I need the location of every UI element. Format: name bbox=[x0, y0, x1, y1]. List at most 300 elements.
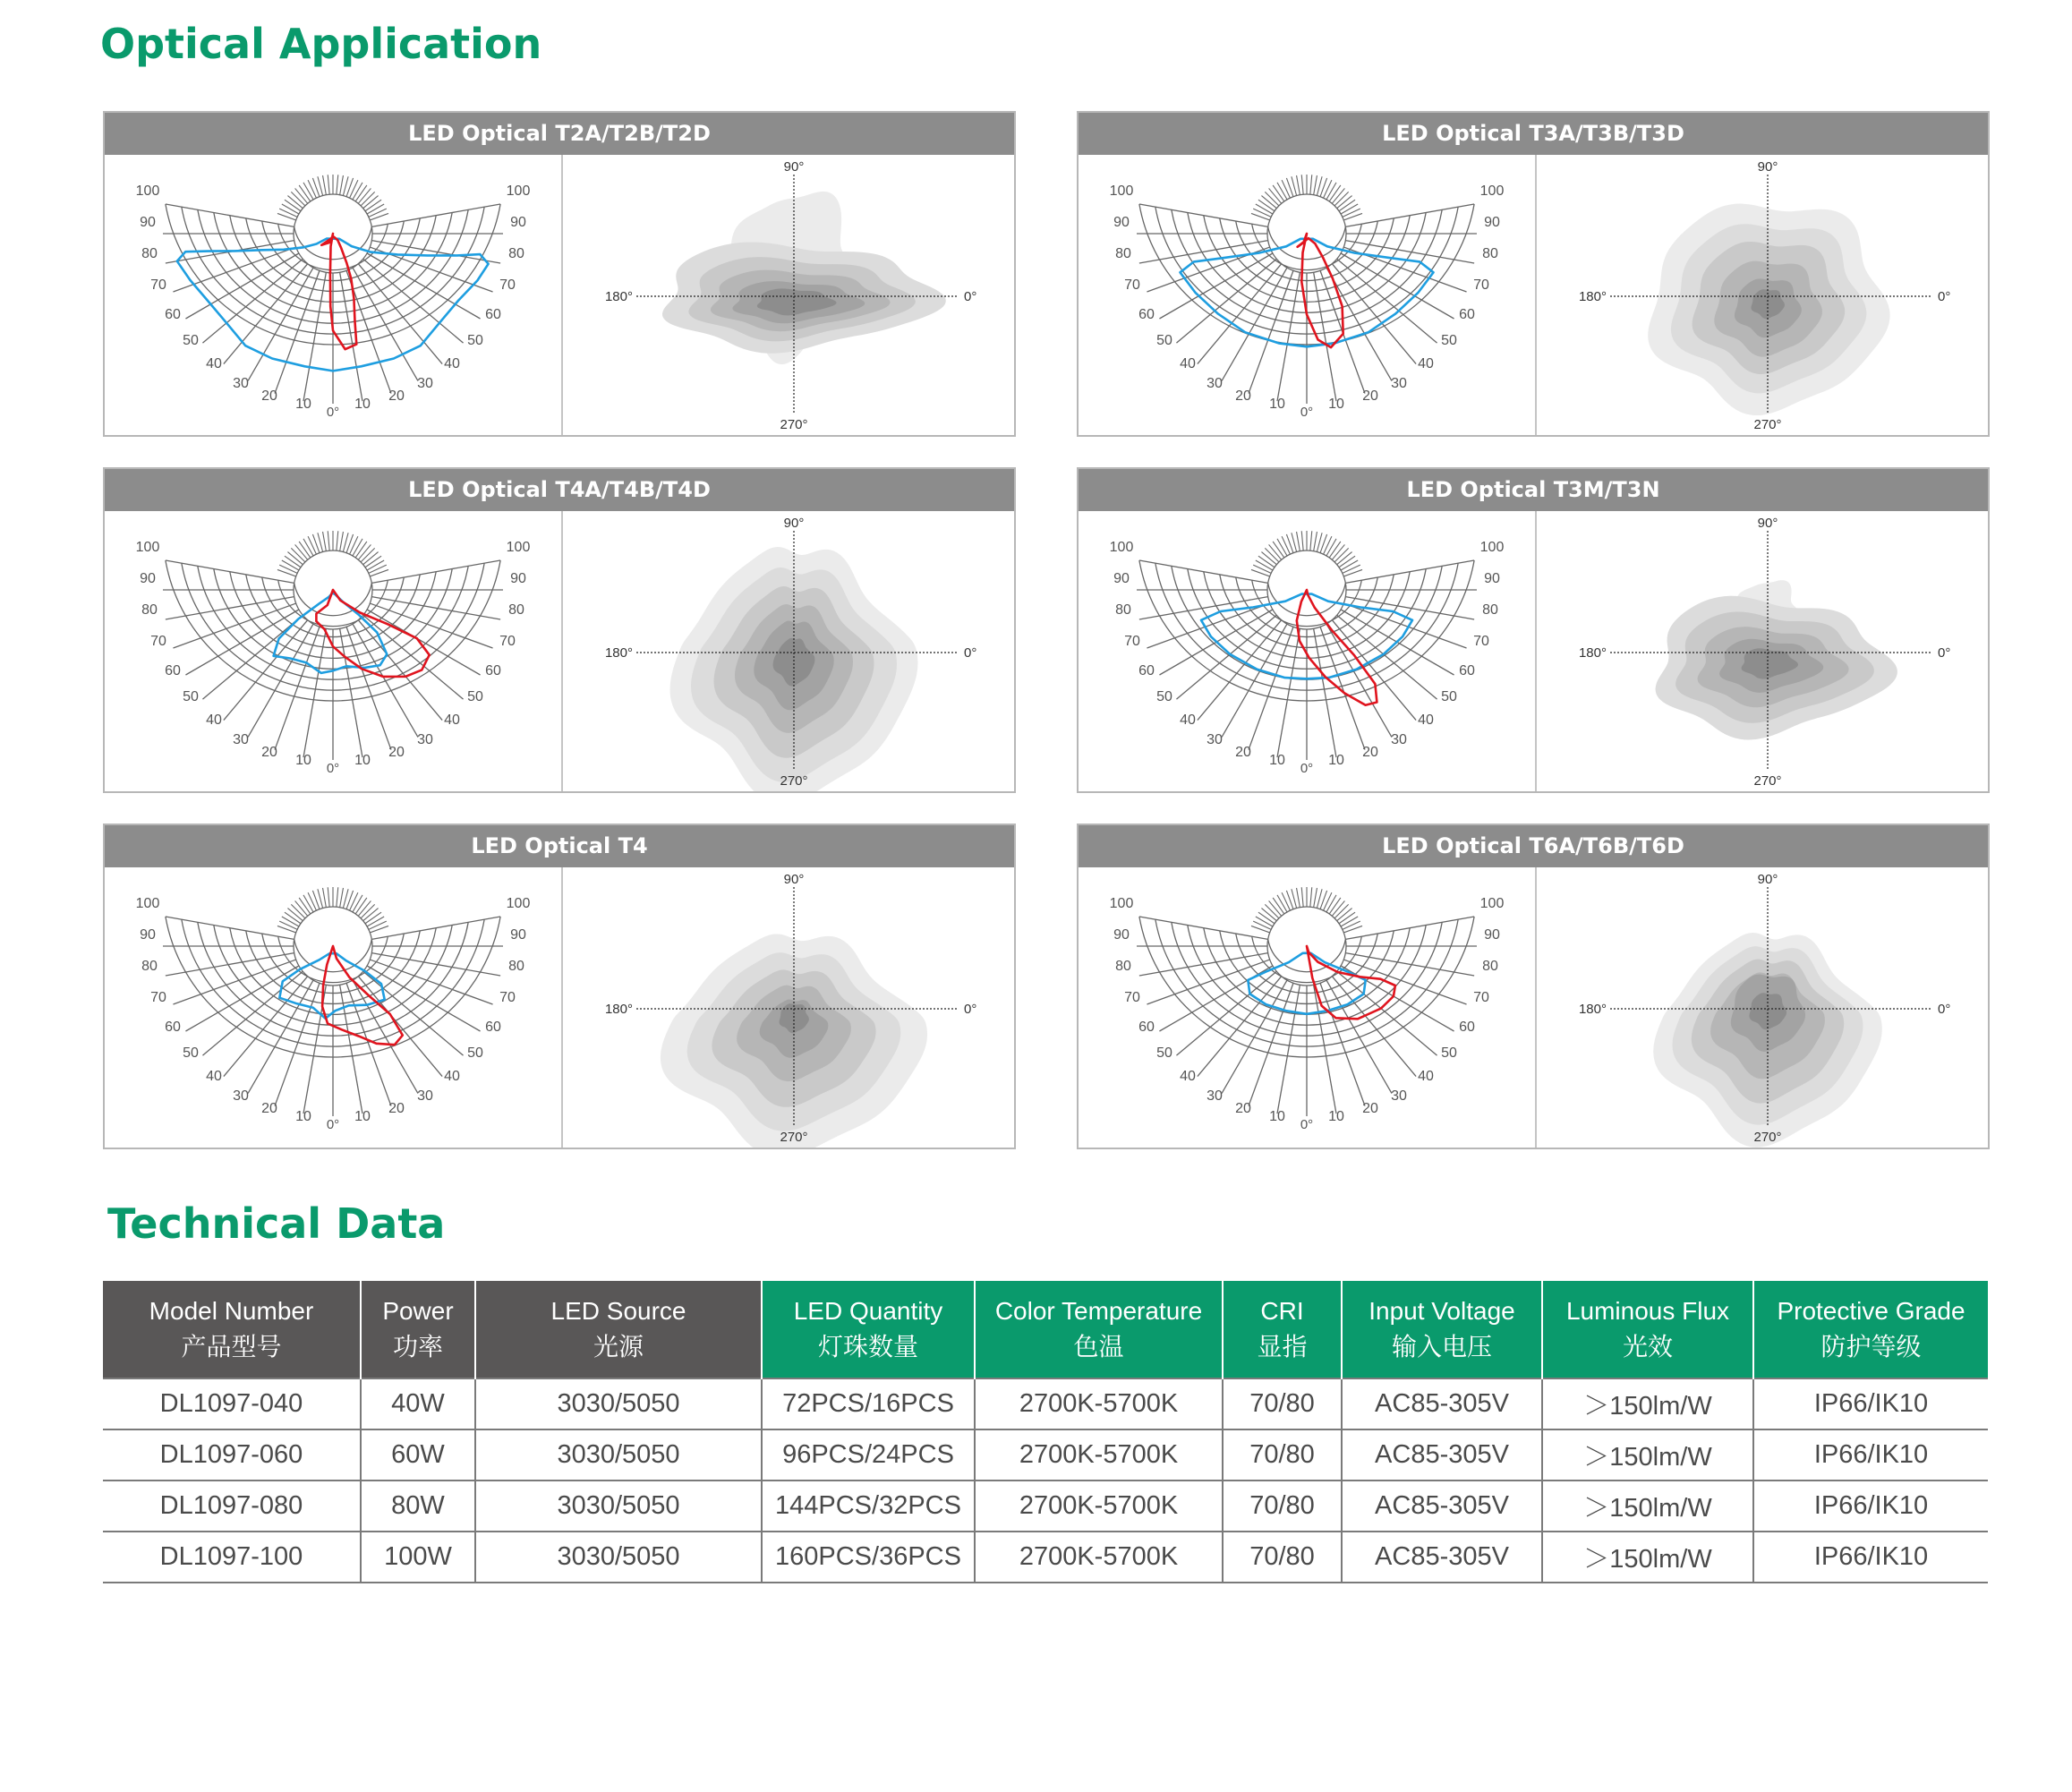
polar-spoke bbox=[303, 628, 326, 757]
polar-axis-label: 20 bbox=[1362, 745, 1378, 760]
column-header bbox=[1342, 1281, 1542, 1378]
polar-spoke bbox=[371, 560, 500, 583]
polar-axis-label: 60 bbox=[1459, 307, 1475, 322]
polar-axis-label: 40 bbox=[1418, 1069, 1434, 1084]
polar-axis-label: 70 bbox=[499, 990, 516, 1005]
polar-diagram bbox=[1079, 155, 1535, 435]
polar-tick bbox=[1326, 539, 1336, 556]
polar-spoke bbox=[1176, 615, 1276, 699]
polar-ring bbox=[1236, 934, 1378, 994]
polar-tick bbox=[285, 200, 301, 211]
polar-tick bbox=[1310, 175, 1312, 194]
iso-label-270: 270° bbox=[1753, 1130, 1782, 1145]
iso-label-90: 90° bbox=[783, 872, 805, 887]
iso-label-0: 0° bbox=[964, 645, 977, 661]
optical-panel-title: LED Optical T4 bbox=[105, 825, 1014, 867]
column-header bbox=[361, 1281, 475, 1378]
polar-ring bbox=[294, 226, 372, 259]
polar-diagram bbox=[105, 867, 561, 1148]
polar-tick bbox=[1339, 556, 1355, 567]
optical-application-title: Optical Application bbox=[100, 20, 542, 68]
optical-panel bbox=[1077, 467, 1990, 793]
isolux-diagram bbox=[563, 155, 1014, 435]
polar-tick bbox=[1253, 565, 1271, 573]
table-cell: DL1097-060 bbox=[103, 1429, 361, 1481]
polar-tick bbox=[299, 898, 311, 914]
polar-spoke bbox=[1176, 971, 1276, 1055]
polar-tick bbox=[303, 895, 313, 912]
table-cell: 60W bbox=[361, 1429, 475, 1481]
table-cell: DL1097-080 bbox=[103, 1481, 361, 1532]
polar-tick bbox=[1301, 887, 1303, 907]
column-header-en: Power bbox=[382, 1297, 454, 1325]
polar-tick bbox=[1326, 895, 1336, 912]
polar-axis-label: 30 bbox=[233, 376, 249, 391]
polar-tick bbox=[369, 921, 387, 929]
column-header-en: CRI bbox=[1260, 1297, 1304, 1325]
polar-spoke bbox=[371, 204, 500, 226]
polar-axis-label: 10 bbox=[295, 397, 311, 412]
polar-axis-label: 90 bbox=[1484, 215, 1500, 230]
polar-tick bbox=[1282, 536, 1290, 554]
polar-spoke bbox=[1341, 253, 1454, 319]
polar-axis-label: 80 bbox=[141, 959, 158, 974]
polar-tick bbox=[1343, 209, 1360, 217]
polar-tick bbox=[279, 209, 297, 217]
polar-spoke bbox=[1139, 204, 1268, 226]
polar-tick bbox=[1343, 213, 1362, 220]
polar-axis-label: 50 bbox=[467, 333, 483, 348]
table-cell: 2700K-5700K bbox=[975, 1378, 1223, 1429]
polar-tick bbox=[323, 532, 327, 551]
polar-tick bbox=[370, 926, 388, 933]
polar-tick bbox=[353, 539, 362, 556]
polar-tick bbox=[1269, 900, 1282, 916]
polar-spoke bbox=[248, 624, 313, 737]
polar-tick bbox=[291, 192, 305, 206]
polar-tick bbox=[308, 180, 316, 198]
polar-tick bbox=[291, 548, 305, 562]
polar-ring bbox=[1236, 221, 1378, 281]
polar-axis-label: 70 bbox=[499, 634, 516, 649]
polar-tick bbox=[299, 542, 311, 558]
polar-tick bbox=[350, 892, 358, 910]
polar-axis-label: 40 bbox=[206, 713, 222, 728]
polar-axis-label: 100 bbox=[135, 540, 160, 555]
polar-axis-label: 20 bbox=[1362, 1101, 1378, 1116]
polar-axis-label: 60 bbox=[1138, 663, 1155, 678]
polar-axis-label: 100 bbox=[1109, 896, 1134, 911]
polar-axis-label: 20 bbox=[1235, 388, 1251, 404]
polar-tick bbox=[365, 556, 381, 567]
polar-tick bbox=[1253, 921, 1271, 929]
polar-axis-label: 50 bbox=[1156, 333, 1172, 348]
iso-label-0: 0° bbox=[964, 1002, 977, 1017]
table-cell: DL1097-040 bbox=[103, 1378, 361, 1429]
column-header-cn: 产品型号 bbox=[181, 1333, 282, 1361]
technical-data-table bbox=[103, 1281, 1988, 1583]
polar-tick bbox=[1258, 556, 1275, 567]
polar-tick bbox=[1297, 532, 1300, 551]
column-header-cn: 灯珠数量 bbox=[817, 1333, 918, 1361]
polar-spoke bbox=[185, 610, 298, 675]
isolux-diagram bbox=[563, 511, 1014, 791]
polar-tick bbox=[358, 900, 371, 916]
iso-label-0: 0° bbox=[964, 289, 977, 304]
polar-spoke bbox=[1314, 985, 1336, 1114]
polar-spoke bbox=[1345, 560, 1474, 583]
polar-spoke bbox=[185, 253, 298, 319]
table-cell: 70/80 bbox=[1223, 1532, 1342, 1583]
polar-axis-label: 80 bbox=[508, 959, 524, 974]
polar-zero-label: 0° bbox=[1300, 1117, 1314, 1132]
polar-axis-label: 90 bbox=[140, 571, 156, 586]
polar-spoke bbox=[1277, 272, 1300, 401]
polar-axis-label: 40 bbox=[206, 1069, 222, 1084]
polar-ring bbox=[1268, 226, 1346, 259]
polar-axis-label: 50 bbox=[183, 333, 199, 348]
polar-axis-label: 80 bbox=[1482, 602, 1498, 618]
polar-axis-label: 100 bbox=[1479, 183, 1505, 199]
table-cell: AC85-305V bbox=[1342, 1532, 1542, 1583]
polar-spoke bbox=[1159, 253, 1272, 319]
polar-spoke bbox=[1337, 615, 1437, 699]
polar-spoke bbox=[1345, 204, 1474, 226]
polar-zero-label: 0° bbox=[326, 761, 340, 776]
iso-label-180: 180° bbox=[1578, 289, 1607, 304]
table-cell: 96PCS/24PCS bbox=[762, 1429, 975, 1481]
polar-spoke bbox=[202, 971, 303, 1055]
polar-axis-label: 10 bbox=[1269, 397, 1285, 412]
column-header-cn: 色温 bbox=[1073, 1333, 1124, 1361]
column-header bbox=[1753, 1281, 1988, 1378]
polar-axis-label: 50 bbox=[467, 689, 483, 704]
iso-label-180: 180° bbox=[604, 1002, 633, 1017]
column-header bbox=[975, 1281, 1223, 1378]
column-header-en: LED Quantity bbox=[793, 1297, 943, 1325]
polar-spoke bbox=[1337, 971, 1437, 1055]
table-cell: AC85-305V bbox=[1342, 1429, 1542, 1481]
table-cell: 80W bbox=[361, 1481, 475, 1532]
polar-spoke bbox=[353, 624, 418, 737]
polar-axis-label: 40 bbox=[444, 356, 460, 371]
polar-axis-label: 60 bbox=[165, 1020, 181, 1035]
table-cell: ＞150lm/W bbox=[1542, 1532, 1753, 1583]
polar-tick bbox=[361, 548, 375, 562]
polar-zero-label: 0° bbox=[1300, 761, 1314, 776]
polar-tick bbox=[282, 204, 299, 214]
polar-axis-label: 70 bbox=[1473, 990, 1489, 1005]
polar-tick bbox=[279, 921, 297, 929]
polar-axis-label: 60 bbox=[1138, 1020, 1155, 1035]
polar-axis-label: 50 bbox=[467, 1045, 483, 1061]
polar-axis-label: 100 bbox=[506, 540, 531, 555]
polar-tick bbox=[1258, 912, 1275, 924]
polar-tick bbox=[1251, 569, 1270, 576]
polar-spoke bbox=[371, 917, 500, 939]
polar-spoke bbox=[340, 628, 362, 757]
iso-label-180: 180° bbox=[1578, 645, 1607, 661]
polar-tick bbox=[1326, 183, 1336, 200]
polar-zero-label: 0° bbox=[1300, 405, 1314, 420]
polar-spoke bbox=[1277, 628, 1300, 757]
polar-tick bbox=[1339, 200, 1355, 211]
polar-axis-label: 50 bbox=[1156, 689, 1172, 704]
polar-axis-label: 20 bbox=[261, 1101, 277, 1116]
optical-panel bbox=[1077, 111, 1990, 437]
polar-tick bbox=[365, 912, 381, 924]
polar-axis-label: 20 bbox=[1362, 388, 1378, 404]
polar-tick bbox=[1341, 560, 1358, 570]
polar-tick bbox=[1301, 531, 1303, 550]
polar-tick bbox=[370, 213, 388, 220]
table-cell: ＞150lm/W bbox=[1542, 1429, 1753, 1481]
polar-tick bbox=[308, 536, 316, 554]
polar-axis-label: 30 bbox=[233, 1088, 249, 1104]
polar-axis-label: 90 bbox=[140, 927, 156, 943]
polar-axis-label: 60 bbox=[485, 307, 501, 322]
polar-axis-label: 30 bbox=[1391, 1088, 1407, 1104]
polar-tick bbox=[285, 912, 301, 924]
table-cell: AC85-305V bbox=[1342, 1378, 1542, 1429]
polar-axis-label: 30 bbox=[1207, 732, 1223, 747]
polar-axis-label: 90 bbox=[1113, 215, 1130, 230]
iso-label-270: 270° bbox=[1753, 417, 1782, 432]
polar-axis-label: 30 bbox=[417, 1088, 433, 1104]
polar-axis-label: 10 bbox=[1328, 397, 1344, 412]
polar-axis-label: 90 bbox=[1113, 571, 1130, 586]
polar-axis-label: 80 bbox=[1115, 602, 1131, 618]
table-row bbox=[103, 1378, 1988, 1429]
table-cell: 70/80 bbox=[1223, 1481, 1342, 1532]
polar-spoke bbox=[363, 259, 464, 343]
polar-tick bbox=[308, 892, 316, 910]
iso-label-270: 270° bbox=[780, 417, 808, 432]
optical-panel-title: LED Optical T6A/T6B/T6D bbox=[1079, 825, 1988, 867]
polar-tick bbox=[350, 180, 358, 198]
polar-tick bbox=[1256, 917, 1273, 926]
polar-spoke bbox=[202, 259, 303, 343]
polar-tick bbox=[1277, 539, 1287, 556]
table-cell: 2700K-5700K bbox=[975, 1481, 1223, 1532]
polar-tick bbox=[363, 552, 379, 565]
polar-axis-label: 70 bbox=[1124, 277, 1140, 293]
polar-spoke bbox=[1139, 917, 1268, 939]
polar-tick bbox=[299, 185, 311, 201]
polar-tick bbox=[1265, 548, 1279, 562]
polar-tick bbox=[370, 569, 388, 576]
polar-axis-label: 10 bbox=[354, 753, 371, 768]
polar-axis-label: 100 bbox=[135, 896, 160, 911]
column-header bbox=[1542, 1281, 1753, 1378]
polar-spoke bbox=[1326, 624, 1392, 737]
polar-axis-label: 60 bbox=[165, 663, 181, 678]
polar-tick bbox=[1269, 544, 1282, 559]
polar-axis-label: 100 bbox=[135, 183, 160, 199]
iso-label-180: 180° bbox=[604, 645, 633, 661]
table-cell: 72PCS/16PCS bbox=[762, 1378, 975, 1429]
optical-panel bbox=[103, 467, 1016, 793]
polar-tick bbox=[1277, 183, 1287, 200]
column-header-en: LED Source bbox=[550, 1297, 686, 1325]
polar-axis-label: 90 bbox=[510, 571, 526, 586]
polar-tick bbox=[1253, 209, 1271, 217]
polar-axis-label: 20 bbox=[388, 388, 405, 404]
polar-axis-label: 20 bbox=[388, 745, 405, 760]
polar-axis-label: 10 bbox=[295, 1109, 311, 1124]
polar-tick bbox=[367, 204, 384, 214]
polar-tick bbox=[365, 200, 381, 211]
table-cell: 100W bbox=[361, 1532, 475, 1583]
polar-tick bbox=[287, 196, 303, 209]
polar-tick bbox=[303, 183, 313, 200]
polar-tick bbox=[1297, 175, 1300, 195]
polar-axis-label: 10 bbox=[1328, 1109, 1344, 1124]
polar-axis-label: 80 bbox=[508, 246, 524, 261]
polar-axis-label: 90 bbox=[1113, 927, 1130, 943]
polar-tick bbox=[1256, 560, 1273, 570]
polar-tick bbox=[1337, 196, 1352, 209]
polar-tick bbox=[369, 565, 387, 573]
polar-ring bbox=[294, 583, 372, 615]
polar-ring bbox=[262, 221, 405, 281]
polar-axis-label: 10 bbox=[1269, 753, 1285, 768]
column-header-cn: 功率 bbox=[392, 1333, 443, 1361]
column-header-en: Color Temperature bbox=[994, 1297, 1203, 1325]
table-cell: 144PCS/32PCS bbox=[762, 1481, 975, 1532]
polar-tick bbox=[1297, 888, 1300, 908]
polar-tick bbox=[295, 188, 308, 203]
iso-label-90: 90° bbox=[1757, 516, 1778, 531]
polar-diagram bbox=[105, 155, 561, 435]
c90-curve bbox=[322, 946, 403, 1045]
polar-axis-label: 40 bbox=[1180, 713, 1196, 728]
polar-tick bbox=[1269, 188, 1282, 203]
polar-tick bbox=[1337, 552, 1352, 565]
iso-label-270: 270° bbox=[780, 773, 808, 789]
polar-axis-label: 70 bbox=[1473, 634, 1489, 649]
polar-axis-label: 40 bbox=[444, 1069, 460, 1084]
polar-spoke bbox=[363, 615, 464, 699]
polar-axis-label: 90 bbox=[510, 927, 526, 943]
polar-axis-label: 80 bbox=[508, 602, 524, 618]
polar-tick bbox=[277, 569, 296, 576]
polar-zero-label: 0° bbox=[326, 405, 340, 420]
polar-spoke bbox=[166, 917, 294, 939]
optical-panel bbox=[103, 111, 1016, 437]
iso-label-180: 180° bbox=[1578, 1002, 1607, 1017]
polar-tick bbox=[361, 192, 375, 206]
polar-tick bbox=[1314, 532, 1317, 551]
polar-tick bbox=[291, 904, 305, 918]
polar-axis-label: 60 bbox=[165, 307, 181, 322]
iso-label-0: 0° bbox=[1938, 1002, 1951, 1017]
polar-axis-label: 40 bbox=[1418, 713, 1434, 728]
polar-tick bbox=[1258, 200, 1275, 211]
isolux-diagram bbox=[1537, 867, 1988, 1148]
optical-panel-title: LED Optical T2A/T2B/T2D bbox=[105, 113, 1014, 155]
polar-tick bbox=[1337, 909, 1352, 921]
polar-axis-label: 20 bbox=[1235, 1101, 1251, 1116]
polar-spoke bbox=[166, 560, 294, 583]
polar-axis-label: 20 bbox=[1235, 745, 1251, 760]
polar-tick bbox=[355, 542, 367, 558]
table-row bbox=[103, 1429, 1988, 1481]
polar-axis-label: 80 bbox=[1482, 246, 1498, 261]
polar-spoke bbox=[166, 204, 294, 226]
polar-tick bbox=[369, 209, 387, 217]
column-header-cn: 防护等级 bbox=[1820, 1333, 1922, 1361]
table-cell: 70/80 bbox=[1223, 1378, 1342, 1429]
technical-data-title: Technical Data bbox=[107, 1199, 446, 1248]
optical-panel bbox=[103, 823, 1016, 1149]
polar-axis-label: 100 bbox=[1109, 540, 1134, 555]
polar-axis-label: 30 bbox=[233, 732, 249, 747]
polar-axis-label: 70 bbox=[150, 634, 166, 649]
table-cell: ＞150lm/W bbox=[1542, 1481, 1753, 1532]
table-row bbox=[103, 1532, 1988, 1583]
polar-ring bbox=[1268, 583, 1346, 615]
table-row bbox=[103, 1481, 1988, 1532]
polar-axis-label: 80 bbox=[141, 602, 158, 618]
polar-ring bbox=[262, 577, 405, 637]
polar-tick bbox=[1251, 213, 1270, 220]
optical-panel-title: LED Optical T3A/T3B/T3D bbox=[1079, 113, 1988, 155]
polar-axis-label: 100 bbox=[506, 896, 531, 911]
table-cell: ＞150lm/W bbox=[1542, 1378, 1753, 1429]
polar-axis-label: 10 bbox=[354, 1109, 371, 1124]
polar-tick bbox=[1256, 204, 1273, 214]
polar-tick bbox=[1282, 892, 1290, 910]
polar-spoke bbox=[1222, 624, 1287, 737]
polar-axis-label: 70 bbox=[1124, 990, 1140, 1005]
column-header-cn: 光效 bbox=[1622, 1333, 1673, 1361]
isolux-diagram bbox=[563, 867, 1014, 1148]
polar-tick bbox=[1334, 904, 1349, 918]
column-header-cn: 显指 bbox=[1257, 1333, 1308, 1361]
table-cell: 70/80 bbox=[1223, 1429, 1342, 1481]
polar-tick bbox=[1324, 180, 1332, 198]
polar-axis-label: 100 bbox=[506, 183, 531, 199]
polar-spoke bbox=[1176, 259, 1276, 343]
polar-tick bbox=[323, 888, 327, 908]
polar-tick bbox=[358, 544, 371, 559]
optical-panel-title: LED Optical T4A/T4B/T4D bbox=[105, 469, 1014, 511]
polar-tick bbox=[1273, 898, 1284, 914]
polar-axis-label: 80 bbox=[1115, 959, 1131, 974]
polar-tick bbox=[328, 175, 329, 194]
polar-axis-label: 30 bbox=[417, 732, 433, 747]
polar-spoke bbox=[340, 272, 362, 401]
polar-tick bbox=[1310, 887, 1312, 907]
iso-label-0: 0° bbox=[1938, 289, 1951, 304]
column-header-en: Protective Grade bbox=[1777, 1297, 1965, 1325]
polar-tick bbox=[1265, 904, 1279, 918]
polar-spoke bbox=[1345, 917, 1474, 939]
polar-tick bbox=[363, 909, 379, 921]
polar-tick bbox=[277, 926, 296, 933]
polar-tick bbox=[328, 531, 329, 550]
polar-axis-label: 30 bbox=[1207, 376, 1223, 391]
polar-spoke bbox=[367, 253, 480, 319]
polar-axis-label: 80 bbox=[1115, 246, 1131, 261]
polar-axis-label: 50 bbox=[183, 1045, 199, 1061]
polar-axis-label: 90 bbox=[510, 215, 526, 230]
polar-tick bbox=[340, 532, 344, 551]
column-header bbox=[103, 1281, 361, 1378]
polar-tick bbox=[1310, 531, 1312, 550]
polar-axis-label: 20 bbox=[388, 1101, 405, 1116]
